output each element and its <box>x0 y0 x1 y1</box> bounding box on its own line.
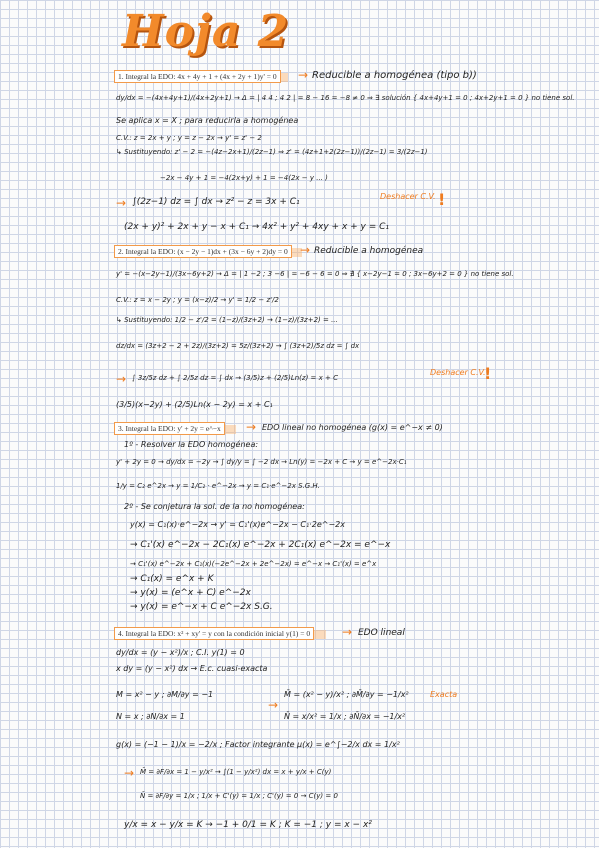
section-2-header: 2. Integral la EDO: (x − 2y − 1)dx + (3x − 6y + 2)dy = 0 <box>114 245 292 258</box>
s4-line-8: M̄ = ∂F/∂x = 1 − y/x² → ∫(1 − y/x²) dx = x + y/x + C(y) <box>140 768 332 776</box>
section-2-result: Reducible a homogénea <box>314 246 424 256</box>
s4-line-5: M̄ = (x² − y)/x² ; ∂M̄/∂y = −1/x² <box>284 690 409 699</box>
s1-line-4: ↳ Sustituyendo: z' − 2 = −(4z−2x+1)/(2z−1) ⇒ z' = (4z+1+2(2z−1))/(2z−1) = 3/(2z−1) <box>116 148 428 156</box>
s3-step-1: 1º - Resolver la EDO homogénea: <box>124 440 259 449</box>
s2-line-4: dz/dx = (3z+2 − 2 + 2z)/(3z+2) = 5z/(3z+2) → ∫ (3z+2)/5z dz = ∫ dx <box>116 342 360 350</box>
s4-line-2: x dy = (y − x²) dx → E.c. cuasi-exacta <box>116 664 268 673</box>
s1-line-2: Se aplica x = X ; para reducirla a homogénea <box>116 116 299 125</box>
s4-line-3: M = x² − y ; ∂M/∂y = −1 <box>116 690 214 699</box>
s1-line-5: −2x − 4y + 1 = −4(2x+y) + 1 = −4(2x − y ... ) <box>160 174 328 182</box>
s1-undo-cv: Deshacer C.V. <box>380 192 436 201</box>
s4-line-7: g(x) = (−1 − 1)/x = −2/x ; Factor integrante μ(x) = e^∫−2/x dx = 1/x² <box>116 740 400 749</box>
s2-line-6: (3/5)(x−2y) + (2/5)Ln(x − 2y) = x + C₁ <box>116 400 273 409</box>
s2-undo-cv: Deshacer C.V. <box>430 368 486 377</box>
s4-line-1: dy/dx = (y − x²)/x ; C.I. y(1) = 0 <box>116 648 245 657</box>
s3-line-1: y' + 2y = 0 → dy/dx = −2y → ∫ dy/y = ∫ −2 dx → Ln(y) = −2x + C → y = e^−2x·C₁ <box>116 458 407 466</box>
s4-exacta: Exacta <box>430 690 458 699</box>
s3-line-6: → C₁(x) = e^x + K <box>130 574 214 584</box>
s4-line-9: N̄ = ∂F/∂y = 1/x ; 1/x + C'(y) = 1/x ; C'(y) = 0 → C(y) = 0 <box>140 792 338 800</box>
s1-line-1: dy/dx = −(4x+4y+1)/(4x+2y+1) → Δ = | 4 4 ; 4 2 | = 8 − 16 = −8 ≠ 0 ⇒ ∃ solución { 4x+4y+1 = 0 ; 4x+2y+1 = 0 } no tiene sol. <box>116 94 575 102</box>
s4-line-10: y/x = x − y/x = K → −1 + 0/1 = K ; K = −1 ; y = x − x² <box>124 820 372 830</box>
page-title: Hoja 2 <box>122 6 290 57</box>
s3-line-8: → y(x) = e^−x + C e^−2x S.G. <box>130 602 273 612</box>
section-1-header: 1. Integral la EDO: 4x + 4y + 1 + (4x + 2y + 1)y' = 0 <box>114 70 281 83</box>
s3-line-2: 1/y = C₂ e^2x → y = 1/C₂ · e^−2x → y = C₁·e^−2x S.G.H. <box>116 482 320 490</box>
s3-line-5: → C₁'(x) e^−2x + C₁(x)(−2e^−2x + 2e^−2x) = e^−x → C₁'(x) = e^x <box>130 560 377 568</box>
section-4-result: EDO lineal <box>358 628 405 638</box>
s1-line-3: C.V.: z = 2x + y ; y = z − 2x → y' = z' − 2 <box>116 134 262 142</box>
section-4-header: 4. Integral la EDO: x² + xy' = y con la condición inicial y(1) = 0 <box>114 627 314 640</box>
s2-line-1: y' = −(x−2y−1)/(3x−6y+2) → Δ = | 1 −2 ; 3 −6 | = −6 − 6 = 0 ⇒ ∄ { x−2y−1 = 0 ; 3x−6y+2 = 0 } no tiene sol. <box>116 270 514 278</box>
s3-line-7: → y(x) = (e^x + C) e^−2x <box>130 588 251 598</box>
s1-line-6: ∫(2z−1) dz = ∫ dx → z² − z = 3x + C₁ <box>132 197 300 207</box>
section-3-header: 3. Integral la EDO: y' + 2y = e^−x <box>114 422 225 435</box>
s2-line-3: ↳ Sustituyendo: 1/2 − z'/2 = (1−z)/(3z+2) → (1−z)/(3z+2) = ... <box>116 316 338 324</box>
section-1-result: Reducible a homogénea (tipo b)) <box>312 70 477 81</box>
s2-line-5: ∫ 3z/5z dz + ∫ 2/5z dz = ∫ dx → (3/5)z + (2/5)Ln(z) = x + C <box>132 374 338 382</box>
s3-line-3: y(x) = C₁(x)·e^−2x → y' = C₁'(x)e^−2x − C₁·2e^−2x <box>130 520 345 529</box>
s3-line-4: → C₁'(x) e^−2x − 2C₁(x) e^−2x + 2C₁(x) e^−2x = e^−x <box>130 540 391 550</box>
s2-line-2: C.V.: z = x − 2y ; y = (x−z)/2 → y' = 1/2 − z'/2 <box>116 296 279 304</box>
s3-step-2: 2º - Se conjetura la sol. de la no homogénea: <box>124 502 305 511</box>
section-3-result: EDO lineal no homogénea (g(x) = e^−x ≠ 0) <box>262 423 443 432</box>
s4-line-4: N = x ; ∂N/∂x = 1 <box>116 712 185 721</box>
s4-line-6: N̄ = x/x² = 1/x ; ∂N̄/∂x = −1/x² <box>284 712 406 721</box>
s1-line-7: (2x + y)² + 2x + y − x + C₁ → 4x² + y² + 4xy + x + y = C₁ <box>124 222 390 232</box>
